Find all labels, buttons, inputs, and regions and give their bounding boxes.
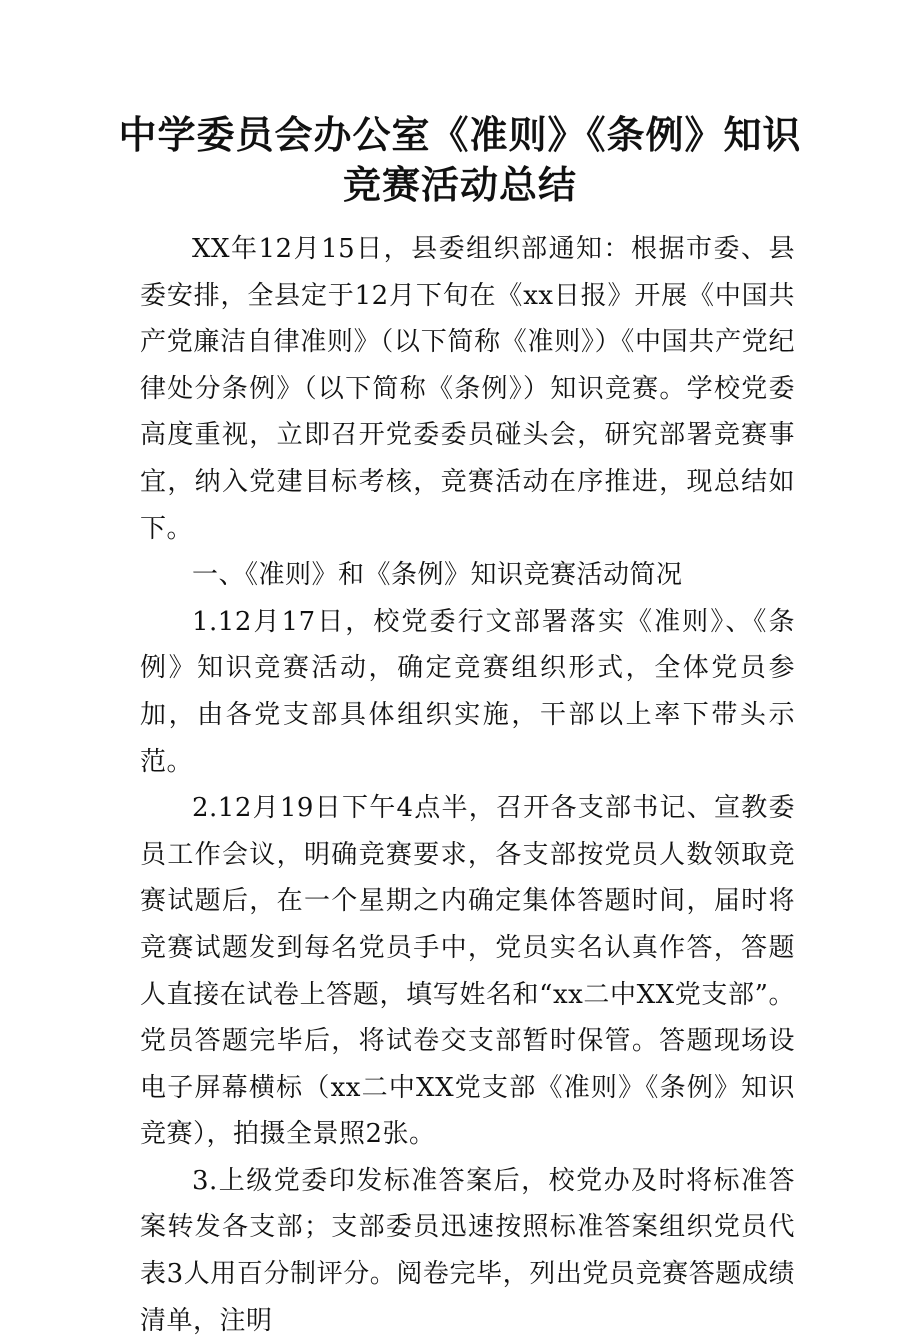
document-body	[140, 226, 795, 1344]
intro-paragraph: XX年12月15日，县委组织部通知：根据市委、县委安排，全县定于12月下旬在《xx日报》开展《中国共产党廉洁自律准则》（以下简称《准则》）《中国共产党纪律处分条例》（以下简称《条例》）知识竞赛。学校党委高度重视，立即召开党委委员碰头会，研究部署竞赛事宜，纳入党建目标考核，竞赛活动在序推进，现总结如下。	[140, 234, 795, 544]
document-title-line-1: 中学委员会办公室《准则》《条例》知识	[118, 113, 802, 157]
document-title-line-2: 竞赛活动总结	[342, 163, 577, 207]
item-paragraph-3: 3.上级党委印发标准答案后，校党办及时将标准答案转发各支部；支部委员迅速按照标准答案组织党员代表3人用百分制评分。阅卷完毕，列出党员竞赛答题成绩清单，注明	[140, 1165, 795, 1336]
item-paragraph-2: 2.12月19日下午4点半，召开各支部书记、宣教委员工作会议，明确竞赛要求，各支部按党员人数领取竞赛试题后，在一个星期之内确定集体答题时间，届时将竞赛试题发到每名党员手中，党员实名认真作答，答题人直接在试卷上答题，填写姓名和“xx二中XX党支部”。党员答题完毕后，将试卷交支部暂时保管。答题现场设电子屏幕横标（xx二中XX党支部《准则》《条例》知识竞赛），拍摄全景照2张。	[140, 793, 795, 1150]
section-heading-1: 一、《准则》和《条例》知识竞赛活动简况	[192, 560, 683, 591]
item-paragraph-1: 1.12月17日，校党委行文部署落实《准则》、《条例》知识竞赛活动，确定竞赛组织形式，全体党员参加，由各党支部具体组织实施，干部以上率下带头示范。	[140, 606, 795, 777]
